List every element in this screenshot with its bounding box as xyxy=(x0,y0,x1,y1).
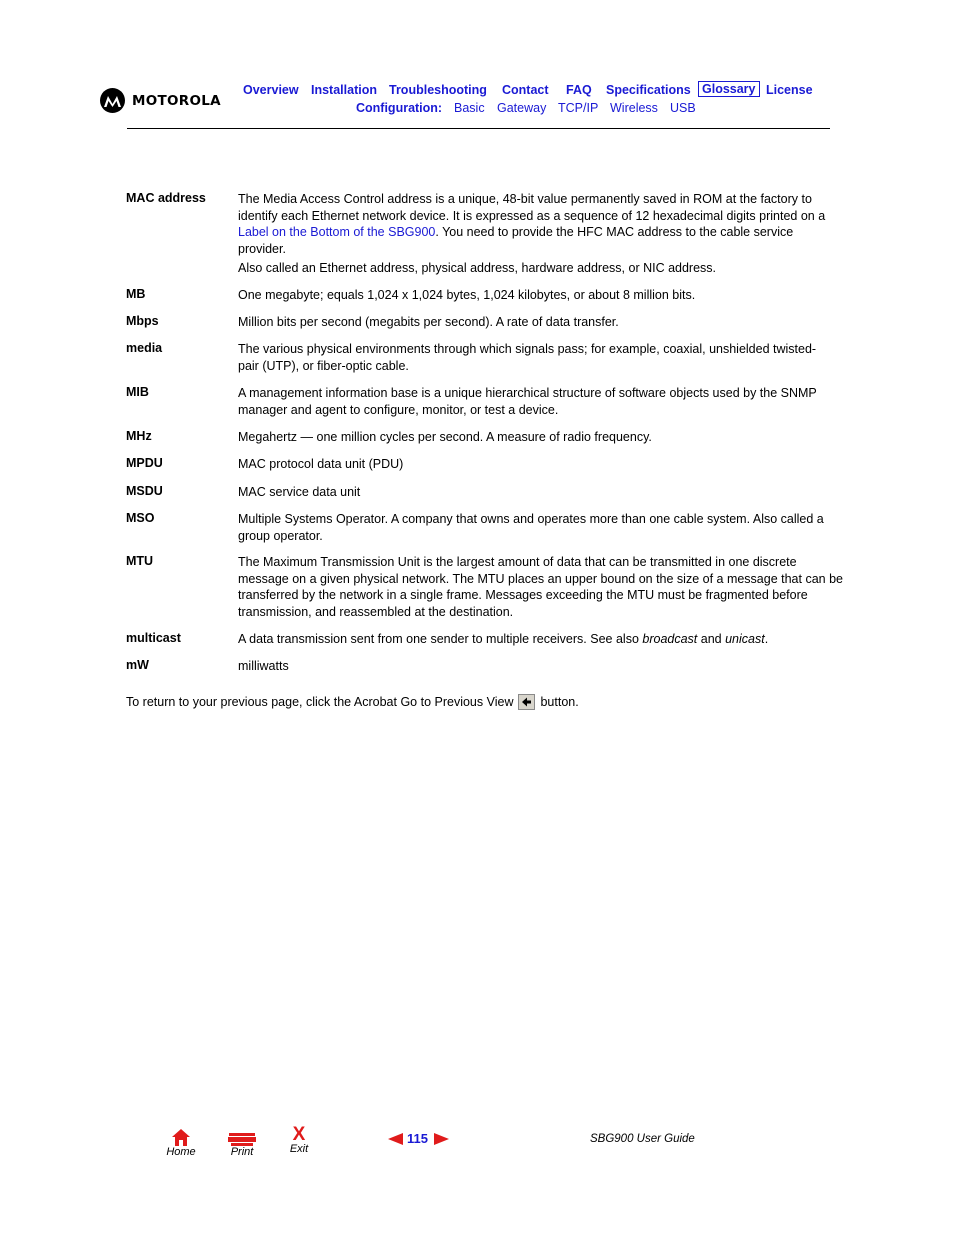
definition-italic: unicast xyxy=(725,632,765,646)
glossary-term: Mbps xyxy=(126,314,159,328)
glossary-definition: MAC service data unit xyxy=(238,485,361,499)
glossary-definition: A management information base is a unique hierarchical structure of software objects used by the SNMP manager and agent to configure, monitor, or test a device. xyxy=(238,386,817,417)
nav-troubleshooting[interactable]: Troubleshooting xyxy=(389,83,487,97)
config-usb[interactable]: USB xyxy=(670,101,696,115)
definition-text: . xyxy=(764,632,769,646)
glossary-term: multicast xyxy=(126,631,181,645)
definition-extra: Also called an Ethernet address, physical address, hardware address, or NIC address. xyxy=(238,261,717,276)
exit-label: Exit xyxy=(289,1143,309,1155)
glossary-definition: One megabyte; equals 1,024 x 1,024 bytes, 1,024 kilobytes, or about 8 million bits. xyxy=(238,288,696,302)
config-gateway[interactable]: Gateway xyxy=(497,101,547,115)
exit-button[interactable] xyxy=(282,1125,316,1155)
exit-icon: X xyxy=(292,1124,306,1145)
glossary-term: MHz xyxy=(126,429,152,443)
glossary-definition xyxy=(238,631,844,648)
nav-faq[interactable]: FAQ xyxy=(566,83,592,97)
definition-text: . You need to provide the HFC MAC address to the cable service provider. xyxy=(238,225,794,256)
return-text: To return to your previous page, click the Acrobat Go to Previous View xyxy=(126,695,514,709)
glossary-term: MSDU xyxy=(126,484,163,498)
glossary-definition: The Maximum Transmission Unit is the largest amount of data that can be transmitted in one discrete message on a given physical network. The MTU places an upper bound on the size of a message that can be transferred by the network in a single frame. Messages exceeding the MTU must be fragmented before transmission, and reassembled at the destination. xyxy=(238,555,843,619)
glossary-definition: Megahertz — one million cycles per second. A measure of radio frequency. xyxy=(238,430,652,444)
previous-view-icon xyxy=(518,694,535,710)
definition-italic: broadcast xyxy=(642,632,698,646)
motorola-wordmark: MOTOROLA xyxy=(132,92,221,109)
glossary-definition: MAC protocol data unit (PDU) xyxy=(238,457,404,471)
guide-title: SBG900 User Guide xyxy=(590,1133,695,1145)
definition-text: The Media Access Control address is a unique, 48-bit value permanently saved in ROM at the factory to identify each Ethernet network device. It is expressed as a sequence of 12 hexadecimal digits printed on a xyxy=(238,192,826,223)
page-navigation xyxy=(388,1131,449,1146)
config-wireless[interactable]: Wireless xyxy=(610,101,658,115)
nav-overview[interactable]: Overview xyxy=(243,83,299,97)
glossary-definition: Million bits per second (megabits per second). A rate of data transfer. xyxy=(238,315,619,329)
glossary-term: MB xyxy=(126,287,146,301)
printer-icon xyxy=(228,1133,256,1146)
definition-text: and xyxy=(697,632,726,646)
previous-page-icon[interactable] xyxy=(388,1133,403,1145)
label-link[interactable]: Label on the Bottom of the SBG900 xyxy=(238,225,436,240)
header-divider xyxy=(127,128,830,129)
nav-installation[interactable]: Installation xyxy=(311,83,377,97)
glossary-definition: The various physical environments through which signals pass; for example, coaxial, unshielded twisted-pair (UTP), or fiber-optic cable. xyxy=(238,342,817,373)
home-icon xyxy=(172,1129,190,1146)
return-instruction xyxy=(126,694,579,710)
config-basic[interactable]: Basic xyxy=(454,101,485,115)
home-label: Home xyxy=(166,1146,196,1158)
top-nav xyxy=(0,83,954,101)
glossary-term: mW xyxy=(126,658,149,672)
definition-text: A data transmission sent from one sender to multiple receivers. See also xyxy=(238,632,643,646)
glossary-definition: Multiple Systems Operator. A company that owns and operates more than one cable system. Also called a group operator. xyxy=(238,512,824,543)
config-tcpip[interactable]: TCP/IP xyxy=(558,101,599,115)
next-page-icon[interactable] xyxy=(434,1133,449,1145)
nav-contact[interactable]: Contact xyxy=(502,83,549,97)
print-button[interactable] xyxy=(224,1133,260,1158)
config-nav xyxy=(0,101,954,119)
print-label: Print xyxy=(230,1146,254,1158)
nav-glossary[interactable]: Glossary xyxy=(698,81,760,97)
nav-license[interactable]: License xyxy=(766,83,813,97)
glossary-term: MSO xyxy=(126,511,155,525)
config-label: Configuration: xyxy=(356,101,443,115)
glossary-term: MIB xyxy=(126,385,149,399)
page-number: 115 xyxy=(407,1131,428,1146)
home-button[interactable] xyxy=(163,1129,199,1158)
glossary-definition xyxy=(238,191,844,277)
nav-specifications[interactable]: Specifications xyxy=(606,83,691,97)
return-text-end: button. xyxy=(540,695,579,709)
glossary-term: MTU xyxy=(126,554,154,568)
glossary-definition: milliwatts xyxy=(238,659,289,673)
glossary-term: MAC address xyxy=(126,191,206,205)
glossary-term: MPDU xyxy=(126,456,163,470)
glossary-term: media xyxy=(126,341,163,355)
